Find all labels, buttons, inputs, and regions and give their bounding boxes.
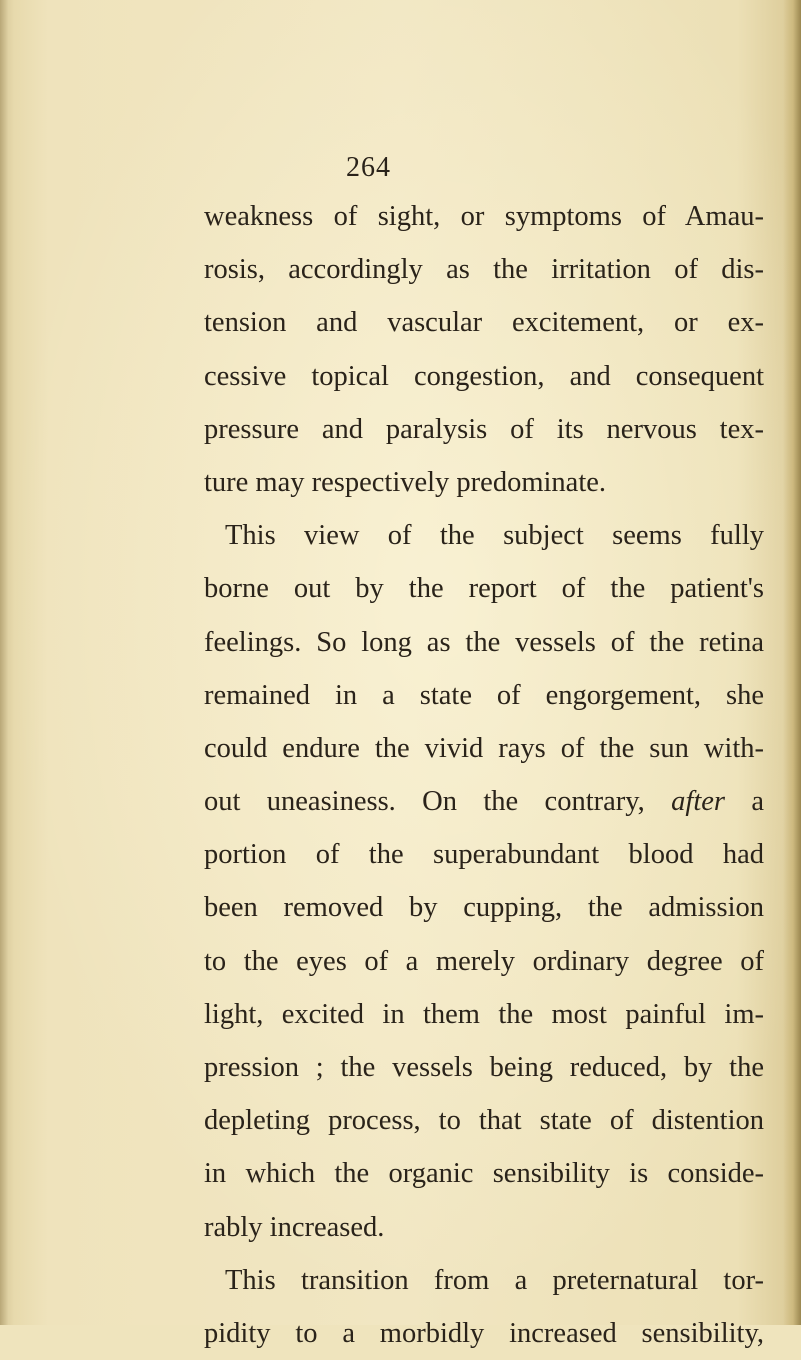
text-line: in which the organic sensibility is conside- — [204, 1158, 764, 1190]
text-line: ture may respectively predominate. — [204, 466, 607, 498]
text-line: cessive topical congestion, and consequent — [204, 360, 764, 392]
text-line-paragraph-start: This transition from a preternatural tor- — [225, 1264, 764, 1296]
text-line: rosis, accordingly as the irritation of dis- — [204, 254, 764, 286]
text-segment: a — [724, 786, 765, 818]
text-line-paragraph-start: This view of the subject seems fully — [225, 520, 764, 552]
page-number: 264 — [346, 152, 391, 183]
text-line: rably increased. — [204, 1211, 385, 1243]
page-left-edge-shadow — [0, 0, 14, 1325]
text-line: tension and vascular excitement, or ex- — [204, 307, 764, 339]
text-segment: out uneasiness. On the contrary, — [204, 786, 672, 818]
text-line: light, excited in them the most painful im- — [204, 998, 764, 1030]
text-line: depleting process, to that state of distention — [204, 1105, 764, 1137]
text-line: borne out by the report of the patient's — [204, 573, 764, 605]
text-line: to the eyes of a merely ordinary degree of — [204, 945, 764, 977]
text-line: feelings. So long as the vessels of the retina — [204, 626, 764, 658]
text-line: remained in a state of engorgement, she — [204, 679, 764, 711]
text-line: been removed by cupping, the admission — [204, 892, 764, 924]
text-line: weakness of sight, or symptoms of Amau- — [204, 201, 764, 232]
page-right-edge-shadow — [783, 0, 801, 1325]
text-line: pression ; the vessels being reduced, by the — [204, 1052, 764, 1083]
text-line: could endure the vivid rays of the sun with- — [204, 732, 764, 764]
emphasized-word: after — [671, 786, 725, 818]
text-line: portion of the superabundant blood had — [204, 839, 764, 871]
text-line-with-emphasis — [204, 775, 764, 828]
text-line: pidity to a morbidly increased sensibility, — [204, 1317, 764, 1349]
body-text — [204, 190, 764, 1360]
text-line: pressure and paralysis of its nervous tex- — [204, 413, 764, 445]
